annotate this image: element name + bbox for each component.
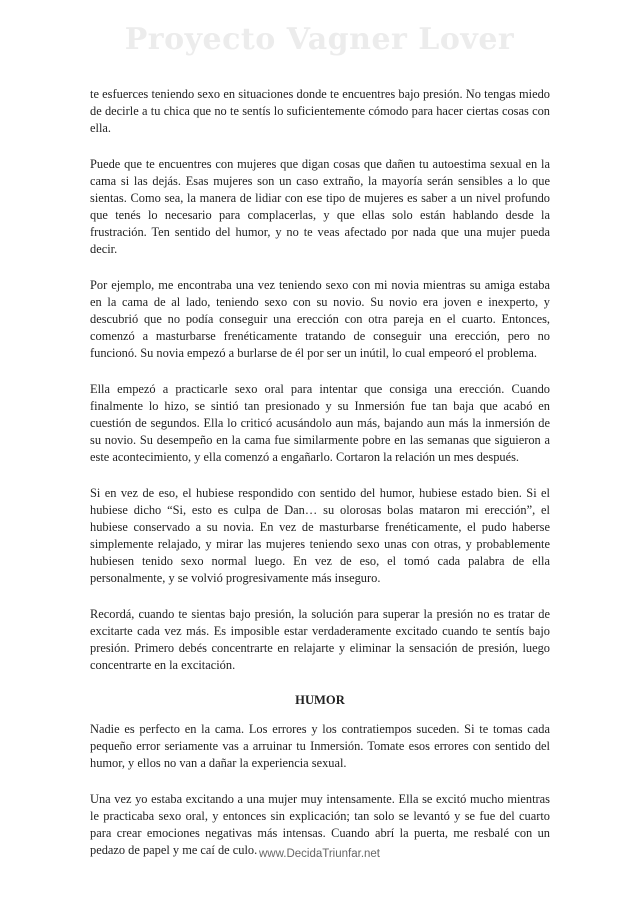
section-heading: HUMOR xyxy=(295,693,345,707)
paragraph: Nadie es perfecto en la cama. Los errores y los contratiempos suceden. Si te tomas cada pequeño error seriamente vas a arruinar tu Inmersión. Tomate esos errores con sentido del humor, y ellos no van a dañar la experiencia sexual. xyxy=(90,722,550,770)
paragraph: Si en vez de eso, el hubiese respondido con sentido del humor, hubiese estado bien. Si el hubiese dicho “Si, esto es culpa de Dan… su olorosas bolas mataron mi erección”, el hubiese conservado a su novia. En vez de masturbarse frenéticamente, el pudo haberse simplemente relajado, y mirar las mujeres teniendo sexo unas con otras, y probablemente hubiesen tenido sexo normal luego. En vez de eso, el tomó cada palabra de ella personalmente, y se volvió progresivamente más inseguro. xyxy=(90,486,550,585)
paragraph: Puede que te encuentres con mujeres que digan cosas que dañen tu autoestima sexual en la cama si las dejás. Esas mujeres son un caso extraño, la mayoría serán sensibles a lo que sientas. Como sea, la manera de lidiar con ese tipo de mujeres es saber a un nivel profundo que tenés lo necesario para complacerlas, y que ellas solo están hablando desde la frustración. Ten sentido del humor, y no te veas afectado por nada que una mujer pueda decir. xyxy=(90,157,550,256)
footer-url: www.DecidaTriunfar.net xyxy=(258,848,380,860)
paragraph: Por ejemplo, me encontraba una vez teniendo sexo con mi novia mientras su amiga estaba en la cama de al lado, teniendo sexo con su novio. Su novio era joven e inexperto, y descubrió que no podía conseguir una erección con otra pareja en el cuarto. Entonces, comenzó a masturbarse frenéticamente tratando de conseguir una erección, pero no funcionó. Su novia empezó a burlarse de él por ser un inútil, lo cual empeoró el problema. xyxy=(90,278,550,360)
paragraph: Recordá, cuando te sientas bajo presión, la solución para superar la presión no es tratar de excitarte cada vez más. Es imposible estar verdaderamente excitado cuando te sentís bajo presión. Primero debés concentrarte en relajarte y eliminar la sensación de presión, luego concentrarte en la excitación. xyxy=(90,607,550,672)
paragraph: Una vez yo estaba excitando a una mujer muy intensamente. Ella se excitó mucho mientras le practicaba sexo oral, y entonces sin explicación; tan solo se levantó y se fue del cuarto para crear emociones negativas más intensas. Cuando abrí la puerta, me resbalé con un pedazo de papel y me caí de culo. xyxy=(90,792,550,857)
header-watermark: Proyecto Vagner Lover xyxy=(124,22,515,57)
document-body xyxy=(90,86,550,878)
paragraph: Ella empezó a practicarle sexo oral para intentar que consiga una erección. Cuando finalmente lo hizo, se sintió tan presionado y su Inmersión fue tan baja que acabó en cuestión de segundos. Ella lo criticó acusándolo aun más, bajando aun más la inmersión de su novio. Su desempeño en la cama fue similarmente pobre en las semanas que siguieron a este acontecimiento, y ella comenzó a engañarlo. Cortaron la relación un mes después. xyxy=(90,382,550,464)
paragraph: te esfuerces teniendo sexo en situaciones donde te encuentres bajo presión. No tengas miedo de decirle a tu chica que no te sentís lo suficientemente cómodo para hacer ciertas cosas con ella. xyxy=(90,87,550,135)
